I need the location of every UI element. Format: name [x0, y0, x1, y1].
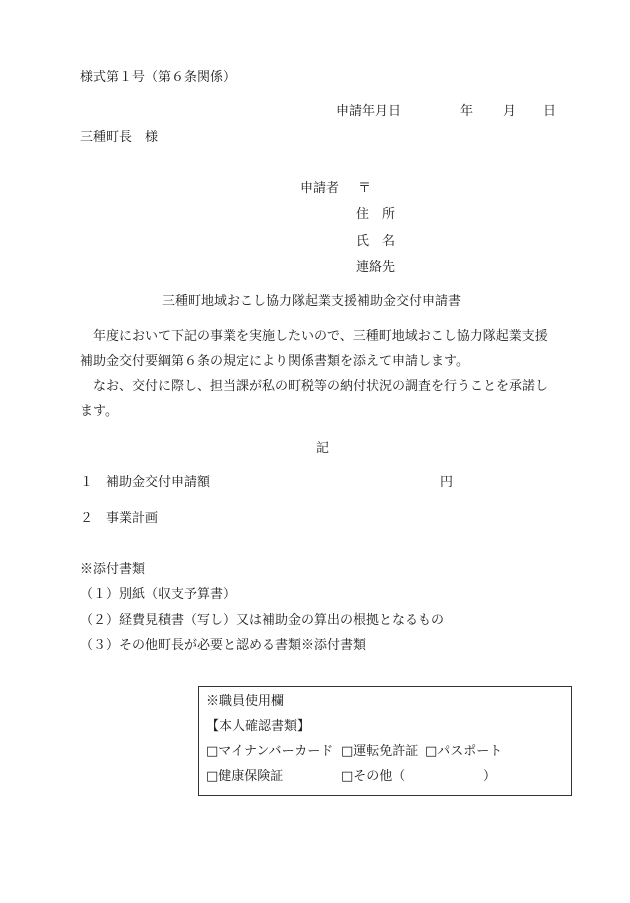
application-date-label: 申請年月日	[336, 104, 402, 119]
checkbox-health-insurance-card[interactable]: □健康保険証	[206, 769, 284, 784]
application-date-day: 日	[543, 104, 557, 119]
name-label: 氏 名	[356, 234, 396, 249]
body-paragraph-2: なお、交付に際し、担当課が私の町税等の納付状況の調査を行うことを承諾します。	[80, 379, 549, 419]
item-2-label: 事業計画	[106, 511, 159, 526]
checkbox-passport[interactable]: □パスポート	[425, 744, 503, 759]
application-date-month: 月	[503, 104, 517, 119]
addressee: 三種町長 様	[80, 130, 159, 145]
applicant-label: 申請者	[300, 181, 340, 196]
contact-label: 連絡先	[356, 260, 396, 275]
application-date-year: 年	[460, 104, 474, 119]
staff-use-box	[198, 686, 572, 796]
attachment-item-2: （２）経費見積書（写し）又は補助金の算出の根拠となるもの	[80, 613, 445, 628]
form-number: 様式第１号（第６条関係）	[80, 70, 237, 85]
checkbox-my-number-card[interactable]: □マイナンバーカード	[206, 744, 334, 759]
staff-use-title: ※職員使用欄	[206, 694, 285, 709]
checkbox-other[interactable]: □その他（	[341, 769, 406, 784]
attachments-heading: ※添付書類	[80, 562, 146, 577]
item-1-label: 補助金交付申請額	[106, 475, 211, 490]
ki-heading: 記	[316, 441, 330, 456]
address-label: 住 所	[356, 207, 396, 222]
attachment-item-3: （３）その他町長が必要と認める書類※添付書類	[80, 638, 367, 653]
item-1-unit: 円	[440, 475, 454, 490]
other-close-paren: ）	[483, 769, 497, 784]
item-1-number: １	[80, 475, 94, 490]
attachment-item-1: （１）別紙（収支予算書）	[80, 587, 237, 602]
item-2-number: ２	[80, 511, 94, 526]
postal-mark: 〒	[358, 181, 372, 196]
body-paragraph-1: 年度において下記の事業を実施したいので、三種町地域おこし協力隊起業支援補助金交付要綱第６条の規定により関係書類を添えて申請します。	[80, 329, 548, 369]
identity-documents-heading: 【本人確認書類】	[206, 719, 311, 734]
document-title: 三種町地域おこし協力隊起業支援補助金交付申請書	[162, 294, 462, 309]
checkbox-drivers-license[interactable]: □運転免許証	[341, 744, 419, 759]
